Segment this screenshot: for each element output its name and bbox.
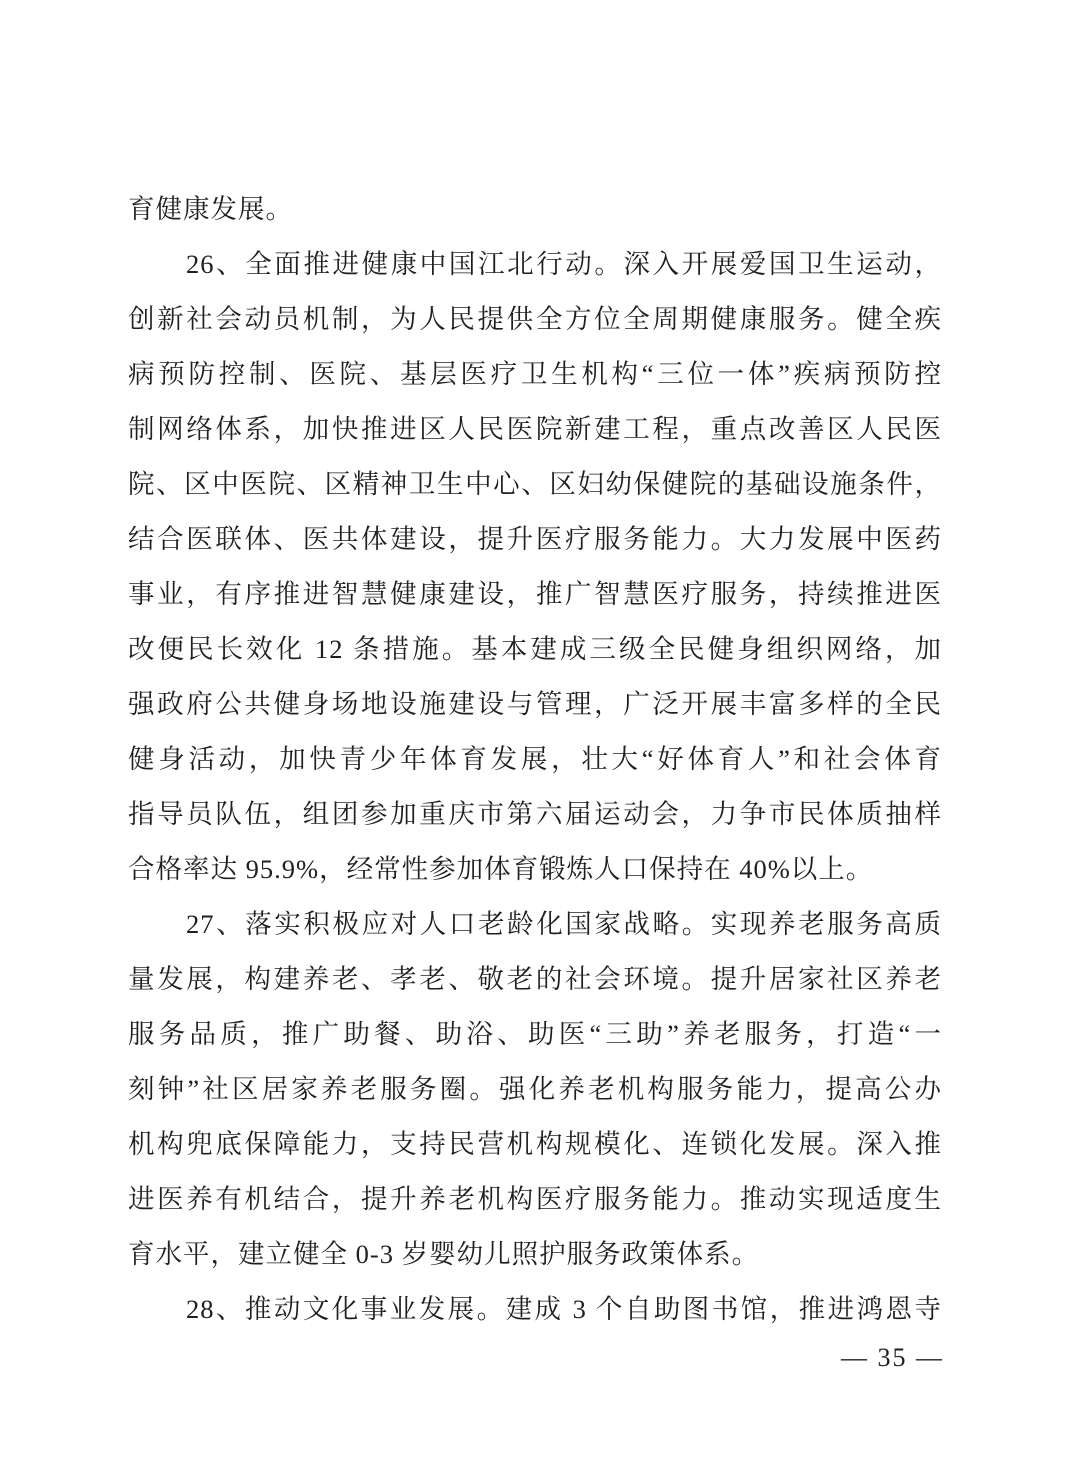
text-line: 26、全面推进健康中国江北行动。深入开展爱国卫生运动， xyxy=(186,249,942,279)
text-line: 改便民长效化 12 条措施。基本建成三级全民健身组织网络，加 xyxy=(128,634,942,664)
text-line: 27、落实积极应对人口老龄化国家战略。实现养老服务高质 xyxy=(186,909,942,939)
text-line: 合格率达 95.9%，经常性参加体育锻炼人口保持在 40%以上。 xyxy=(128,854,874,884)
text-line: 院、区中医院、区精神卫生中心、区妇幼保健院的基础设施条件， xyxy=(128,469,942,499)
paragraph xyxy=(128,1282,942,1337)
page-number xyxy=(841,1340,944,1376)
text-line: 机构兜底保障能力，支持民营机构规模化、连锁化发展。深入推 xyxy=(128,1129,942,1159)
text-line: 制网络体系，加快推进区人民医院新建工程，重点改善区人民医 xyxy=(128,414,942,444)
document-body xyxy=(128,182,942,1337)
text-line: 事业，有序推进智慧健康建设，推广智慧医疗服务，持续推进医 xyxy=(128,579,942,609)
text-line: 指导员队伍，组团参加重庆市第六届运动会，力争市民体质抽样 xyxy=(128,799,942,829)
text-line: 结合医联体、医共体建设，提升医疗服务能力。大力发展中医药 xyxy=(128,524,942,554)
text-line: 育健康发展。 xyxy=(128,194,293,224)
text-line: 28、推动文化事业发展。建成 3 个自助图书馆，推进鸿恩寺 xyxy=(186,1294,942,1324)
text-line: 进医养有机结合，提升养老机构医疗服务能力。推动实现适度生 xyxy=(128,1184,942,1214)
paragraph xyxy=(128,237,942,897)
text-line: 服务品质，推广助餐、助浴、助医“三助”养老服务，打造“一 xyxy=(128,1019,942,1049)
paragraph xyxy=(128,182,942,237)
text-line: 强政府公共健身场地设施建设与管理，广泛开展丰富多样的全民 xyxy=(128,689,942,719)
text-line: 育水平，建立健全 0-3 岁婴幼儿照护服务政策体系。 xyxy=(128,1239,760,1269)
text-line: 健身活动，加快青少年体育发展，壮大“好体育人”和社会体育 xyxy=(128,744,942,774)
text-line: 量发展，构建养老、孝老、敬老的社会环境。提升居家社区养老 xyxy=(128,964,942,994)
page-number-label: — 35 — xyxy=(841,1343,944,1372)
text-line: 刻钟”社区居家养老服务圈。强化养老机构服务能力，提高公办 xyxy=(128,1074,942,1104)
text-line: 创新社会动员机制，为人民提供全方位全周期健康服务。健全疾 xyxy=(128,304,942,334)
paragraph xyxy=(128,897,942,1282)
text-line: 病预防控制、医院、基层医疗卫生机构“三位一体”疾病预防控 xyxy=(128,359,942,389)
